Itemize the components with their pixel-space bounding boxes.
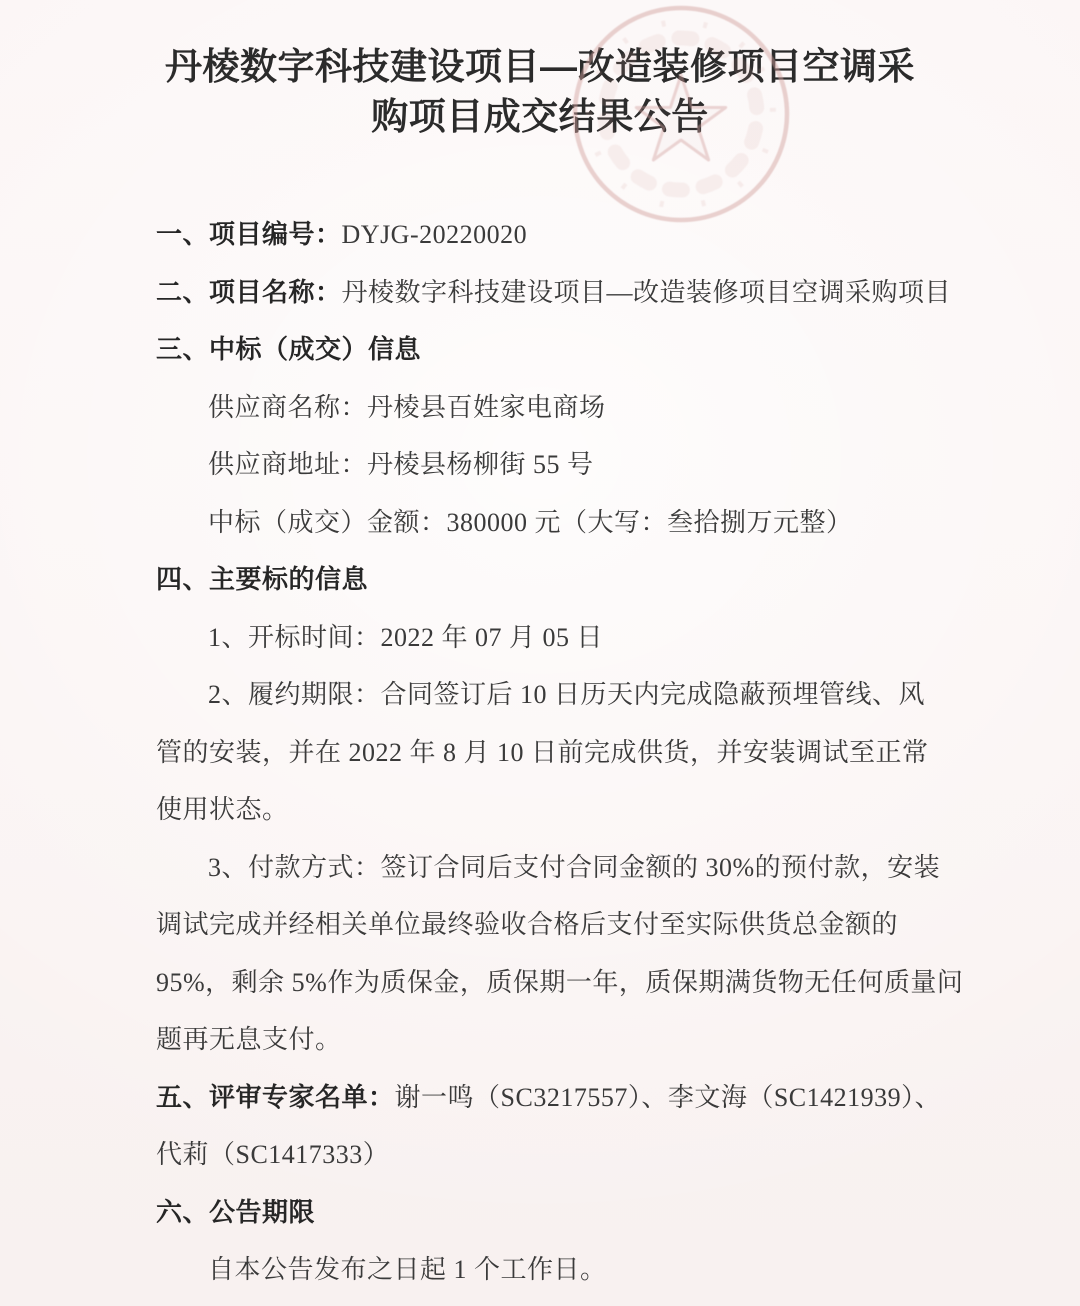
project-number-value: DYJG-20220020 [341, 220, 528, 249]
award-amount-label: 中标（成交）金额： [208, 507, 447, 537]
award-amount-value: 380000 元（大写：叁拾捌万元整） [446, 507, 853, 537]
payment-terms-line-3: 95%，剩余 5%作为质保金，质保期一年，质保期满货物无任何质量问 [156, 967, 964, 997]
supplier-name-line [156, 379, 946, 437]
experts-line [156, 1069, 946, 1127]
performance-period-line-3: 使用状态。 [156, 795, 289, 824]
document-title-line1: 丹棱数字科技建设项目—改造装修项目空调采 [165, 46, 915, 87]
payment-terms-line-2: 调试完成并经相关单位最终验收合格后支付至实际供货总金额的 [156, 910, 899, 939]
subject-info-heading: 四、主要标的信息 [156, 564, 369, 594]
award-info-heading: 三、中标（成交）信息 [156, 334, 422, 364]
document-title-line2: 购项目成交结果公告 [371, 96, 709, 137]
supplier-address-line [156, 436, 946, 494]
performance-period-line-2: 管的安装，并在 2022 年 8 月 10 日前完成供货，并安装调试至正常 [156, 737, 929, 767]
award-amount-line [156, 494, 946, 552]
notice-period-heading: 六、公告期限 [156, 1196, 316, 1227]
supplier-address-value: 丹棱县杨柳街 55 号 [367, 450, 594, 479]
document-title [0, 42, 1080, 142]
payment-terms-line-1: 3、付款方式：签订合同后支付合同金额的 30%的预付款，安装 [208, 852, 941, 882]
project-number-line [156, 206, 946, 264]
project-name-value: 丹棱数字科技建设项目—改造装修项目空调采购项目 [341, 277, 952, 307]
payment-terms-line-4: 题再无息支付。 [156, 1025, 342, 1054]
project-name-line [156, 264, 952, 322]
document-body [156, 206, 964, 1299]
supplier-name-value: 丹棱县百姓家电商场 [367, 392, 606, 422]
project-name-label: 二、项目名称： [156, 276, 342, 307]
experts-label: 五、评审专家名单： [156, 1081, 395, 1112]
project-number-label: 一、项目编号： [156, 219, 342, 249]
notice-period-body: 自本公告发布之日起 1 个工作日。 [208, 1255, 607, 1284]
bid-open-time-line: 1、开标时间：2022 年 07 月 05 日 [208, 622, 604, 652]
supplier-name-label: 供应商名称： [208, 392, 368, 422]
performance-period-line-1: 2、履约期限：合同签订后 10 日历天内完成隐蔽预埋管线、风 [208, 680, 926, 709]
supplier-address-label: 供应商地址： [208, 450, 368, 479]
experts-continuation-line: 代莉（SC1417333） [156, 1140, 390, 1169]
experts-value-line1: 谢一鸣（SC3217557）、李文海（SC1421939）、 [394, 1082, 942, 1112]
